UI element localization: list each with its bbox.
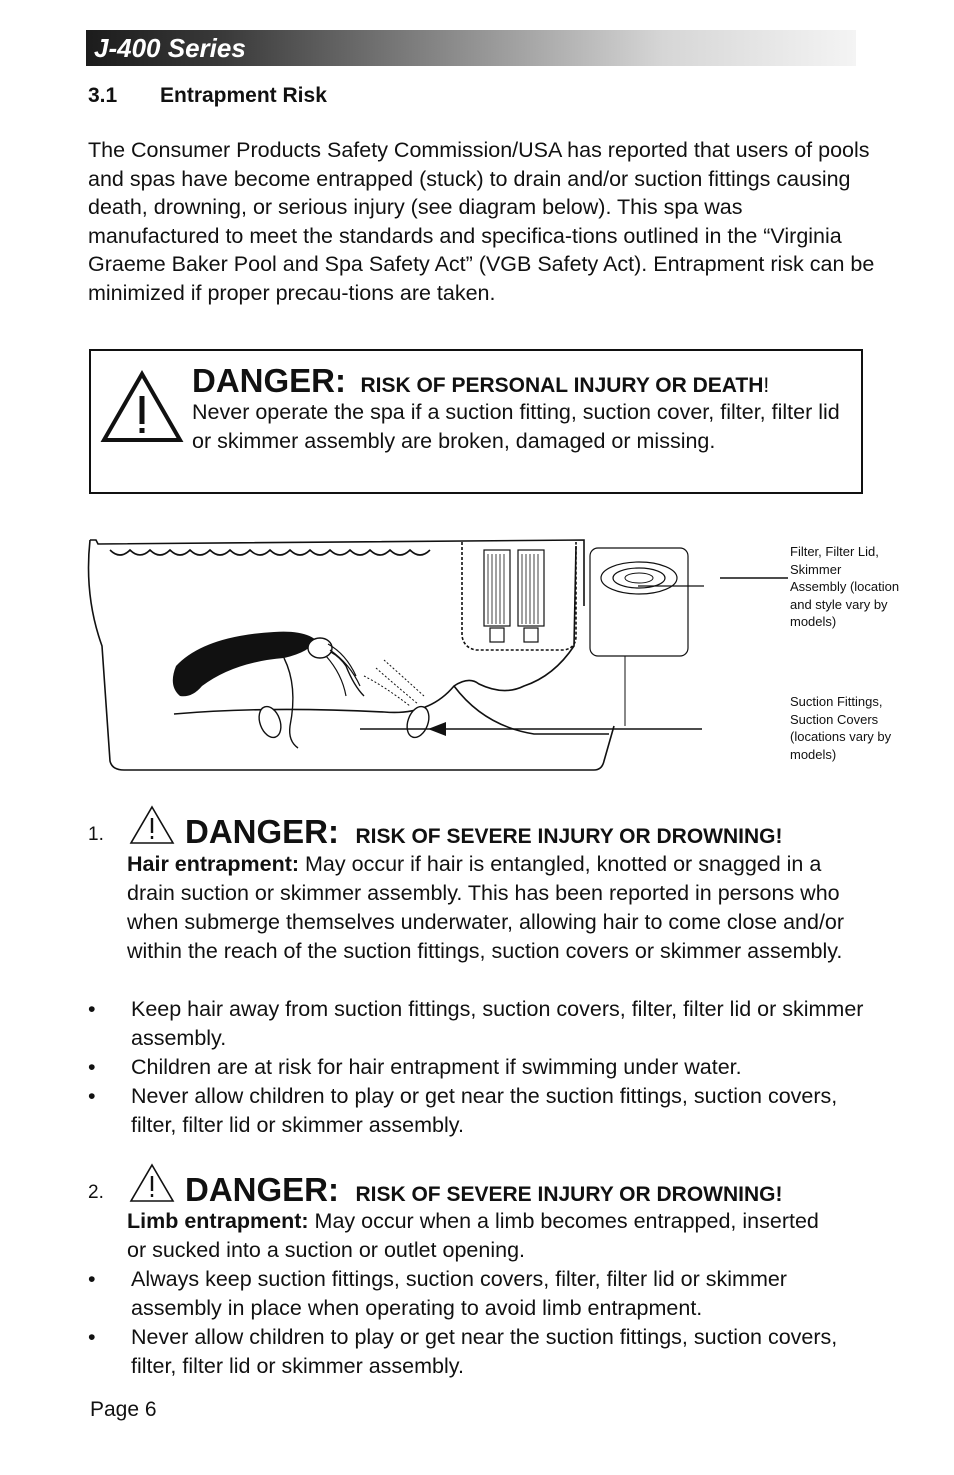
series-header-bar bbox=[86, 30, 856, 66]
bullet-text: Always keep suction fittings, suction covers, filter, filter lid or skimmer assembly in place when operating to avoid limb entrapment. bbox=[131, 1267, 787, 1320]
danger-word: DANGER: bbox=[185, 813, 339, 850]
series-title: J-400 Series bbox=[94, 33, 246, 63]
item-1-paragraph bbox=[127, 850, 872, 966]
bullet-text: Keep hair away from suction fittings, suction covers, filter, filter lid or skimmer assembly. bbox=[131, 997, 864, 1050]
spa-entrapment-diagram bbox=[84, 536, 704, 776]
bullet-text: Children are at risk for hair entrapment if swimming under water. bbox=[131, 1055, 742, 1079]
item-1-heading bbox=[185, 813, 783, 851]
item-1-number: 1. bbox=[88, 824, 104, 845]
suction-label: Suction Fittings, Suction Covers (locations vary by models) bbox=[790, 694, 892, 762]
item-2-paragraph bbox=[127, 1207, 827, 1265]
warning-triangle-icon bbox=[100, 370, 184, 444]
danger-word: DANGER: bbox=[192, 362, 346, 399]
intro-paragraph: The Consumer Products Safety Commission/USA has reported that users of pools and spas have become entrapped (stuck) to drain and/or suction fittings causing death, drowning, or serious injury (see diagram below). This spa was manufactured to meet the standards and specifica-tions outlined in the “Virginia Graeme Baker Pool and Spa Safety Act” (VGB Safety Act). Entrapment risk can be minimized if proper precau-tions are taken. bbox=[88, 138, 875, 305]
item-2-lead: Limb entrapment: bbox=[127, 1209, 309, 1233]
danger-box-body: Never operate the spa if a suction fitting, suction cover, filter, filter lid or skimmer assembly are broken, damaged or missing. bbox=[192, 400, 840, 453]
item-2-number: 2. bbox=[88, 1182, 104, 1203]
filter-label: Filter, Filter Lid, Skimmer Assembly (location and style vary by models) bbox=[790, 544, 900, 629]
danger-exclaim: ! bbox=[763, 374, 770, 397]
item-2-heading bbox=[185, 1171, 783, 1209]
bullet-mark: • bbox=[88, 1084, 96, 1108]
danger-risk: RISK OF PERSONAL INJURY OR DEATH bbox=[360, 374, 764, 397]
bullet-mark: • bbox=[88, 1267, 96, 1291]
bullet-text: Never allow children to play or get near the suction fittings, suction covers, filter, filter lid or skimmer assembly. bbox=[131, 1084, 838, 1137]
section-title: Entrapment Risk bbox=[160, 84, 327, 107]
bullet-text: Never allow children to play or get near the suction fittings, suction covers, filter, filter lid or skimmer assembly. bbox=[131, 1325, 838, 1378]
danger-risk: RISK OF SEVERE INJURY OR DROWNING! bbox=[355, 1183, 783, 1206]
bullet-mark: • bbox=[88, 1325, 96, 1349]
item-2-text: May occur when a limb becomes entrapped, inserted or sucked into a suction or outlet opening. bbox=[127, 1209, 819, 1262]
bullet-mark: • bbox=[88, 997, 96, 1021]
item-1-text: May occur if hair is entangled, knotted or snagged in a drain suction or skimmer assembly. This has been reported in persons who when submerge themselves underwater, allowing hair to come close and/or within the reach of the suction fittings, suction covers or skimmer assembly. bbox=[127, 852, 845, 963]
danger-risk: RISK OF SEVERE INJURY OR DROWNING! bbox=[355, 825, 783, 848]
bullet-mark: • bbox=[88, 1055, 96, 1079]
item-1-lead: Hair entrapment: bbox=[127, 852, 300, 876]
danger-box-heading bbox=[192, 362, 769, 400]
warning-triangle-icon bbox=[128, 804, 176, 846]
danger-word: DANGER: bbox=[185, 1171, 339, 1208]
warning-triangle-icon bbox=[128, 1162, 176, 1204]
page-number: Page 6 bbox=[90, 1398, 157, 1421]
filter-leader-line bbox=[720, 576, 790, 580]
section-number: 3.1 bbox=[88, 84, 118, 107]
